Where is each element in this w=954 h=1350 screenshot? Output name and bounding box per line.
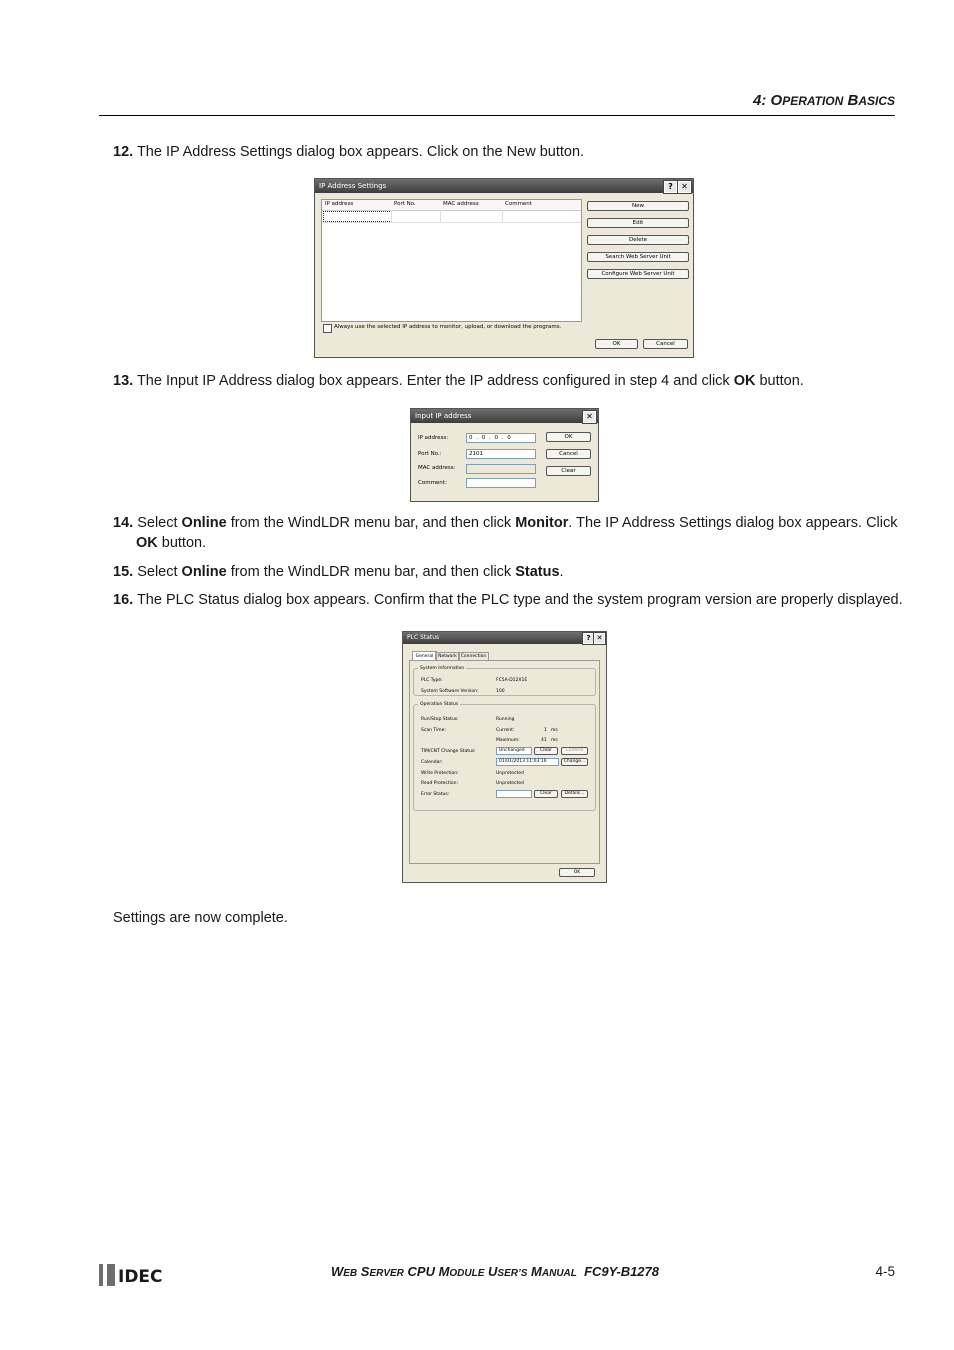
close-icon[interactable]: ✕ [583,411,596,423]
comment-label: Comment: [418,480,447,486]
column-mac-address[interactable]: MAC address [443,201,479,207]
maximum-label: Maximum: [496,738,520,743]
always-use-checkbox[interactable] [323,324,332,333]
plc-type-label: PLC Type: [421,678,443,683]
write-protection-label: Write Protection: [421,771,459,776]
error-status-field [496,790,532,798]
operation-status-group: Operation Status Run/Stop Status: Running Scan Time: Current: 1 ms Maximum: 41 ms TIM/CNT Change Status: Unchanged Clear Confirm Calendar: 01/01/2013 11:03:16 Change... Write Protection: Unprotected Read Protection: Unprotected Error Status: Clear Details... [413,704,596,811]
ok-button[interactable]: OK [559,868,595,877]
plc-status-dialog [402,631,607,883]
new-button[interactable]: New [587,201,689,211]
edit-button[interactable]: Edit [587,218,689,228]
always-use-label: Always use the selected IP address to monitor, upload, or download the programs. [334,324,562,330]
table-cell [323,211,392,222]
column-ip-address[interactable]: IP address [325,201,354,207]
manual-title: WEB SERVER CPU MODULE USER’S MANUAL FC9Y-B1278 [330,1264,660,1279]
confirm-button[interactable]: Confirm [561,747,588,755]
mac-address-field [466,464,536,474]
run-stop-label: Run/Stop Status: [421,717,459,722]
delete-button[interactable]: Delete [587,235,689,245]
input-ip-address-dialog [410,408,599,502]
system-information-group: System Information PLC Type: FC5A-D12X1E System Software Version: 100 [413,668,596,696]
mac-address-label: MAC address: [418,465,456,471]
logo-text: IDEC [118,1267,163,1287]
ok-button[interactable]: OK [595,339,638,349]
calendar-field: 01/01/2013 11:03:16 [496,758,559,766]
step-14: 14. Select Online from the WindLDR menu bar, and then click Monitor. The IP Address Settings dialog box appears. Click OK button. [113,515,898,551]
dialog-titlebar: IP Address Settings [315,179,693,193]
ip-address-settings-dialog [314,178,694,358]
closing-text: Settings are now complete. [113,910,288,926]
cancel-button[interactable]: Cancel [546,449,591,459]
plc-type-value: FC5A-D12X1E [496,678,528,683]
clear-tim-button[interactable]: Clear [534,747,558,755]
step-13: 13. The Input IP Address dialog box appears. Enter the IP address configured in step 4 and click OK button. [113,373,804,389]
step-12: 12. The IP Address Settings dialog box appears. Click on the New button. [113,144,585,160]
step-16: 16. The PLC Status dialog box appears. Confirm that the PLC type and the system program version are properly displayed. [113,592,903,608]
tab-general[interactable]: General [412,651,437,661]
change-calendar-button[interactable]: Change... [561,758,588,766]
dialog-titlebar: PLC Status [403,632,606,644]
current-unit: ms [551,728,558,733]
chapter-title: 4: OPERATION BASICS [753,92,895,109]
clear-error-button[interactable]: Clear [534,790,558,798]
cancel-button[interactable]: Cancel [643,339,688,349]
error-status-label: Error Status: [421,792,450,797]
ip-list-table[interactable] [321,199,582,322]
port-no-field[interactable]: 2101 [466,449,536,459]
page-number: 4-5 [875,1264,895,1279]
close-icon[interactable]: ✕ [678,181,691,193]
ok-button[interactable]: OK [546,432,591,442]
close-icon[interactable]: ✕ [594,633,605,644]
step-15: 15. Select Online from the WindLDR menu bar, and then click Status. [113,564,564,580]
system-software-version-label: System Software Version: [421,689,479,694]
tim-cnt-change-label: TIM/CNT Change Status: [421,749,476,754]
table-row[interactable] [322,210,581,223]
ip-address-field[interactable]: 0 . 0 . 0 . 0 [466,433,536,443]
column-comment[interactable]: Comment [505,201,532,207]
scan-time-label: Scan Time: [421,728,446,733]
header-rule [99,115,895,116]
idec-logo [99,1263,171,1287]
run-stop-value: Running [496,717,515,722]
search-web-server-unit-button[interactable]: Search Web Server Unit [587,252,689,262]
tab-panel [409,660,600,864]
configure-web-server-unit-button[interactable]: Configure Web Server Unit [587,269,689,279]
tim-cnt-change-field: Unchanged [496,747,532,755]
read-protection-value: Unprotected [496,781,524,786]
port-no-label: Port No.: [418,451,442,457]
current-value: 1 [544,728,547,733]
clear-button[interactable]: Clear [546,466,591,476]
column-port-no[interactable]: Port No. [394,201,416,207]
system-software-version-value: 100 [496,689,505,694]
read-protection-label: Read Protection: [421,781,459,786]
help-icon[interactable]: ? [583,633,594,644]
ip-address-label: IP address: [418,435,449,441]
tab-network[interactable]: Network [435,652,460,661]
tab-connection[interactable]: Connection [458,652,489,661]
current-label: Current: [496,728,515,733]
help-icon[interactable]: ? [664,181,677,193]
maximum-value: 41 [541,738,547,743]
dialog-titlebar: Input IP address [411,409,598,423]
comment-field[interactable] [466,478,536,488]
write-protection-value: Unprotected [496,771,524,776]
details-button[interactable]: Details... [561,790,588,798]
maximum-unit: ms [551,738,558,743]
calendar-label: Calendar: [421,760,443,765]
